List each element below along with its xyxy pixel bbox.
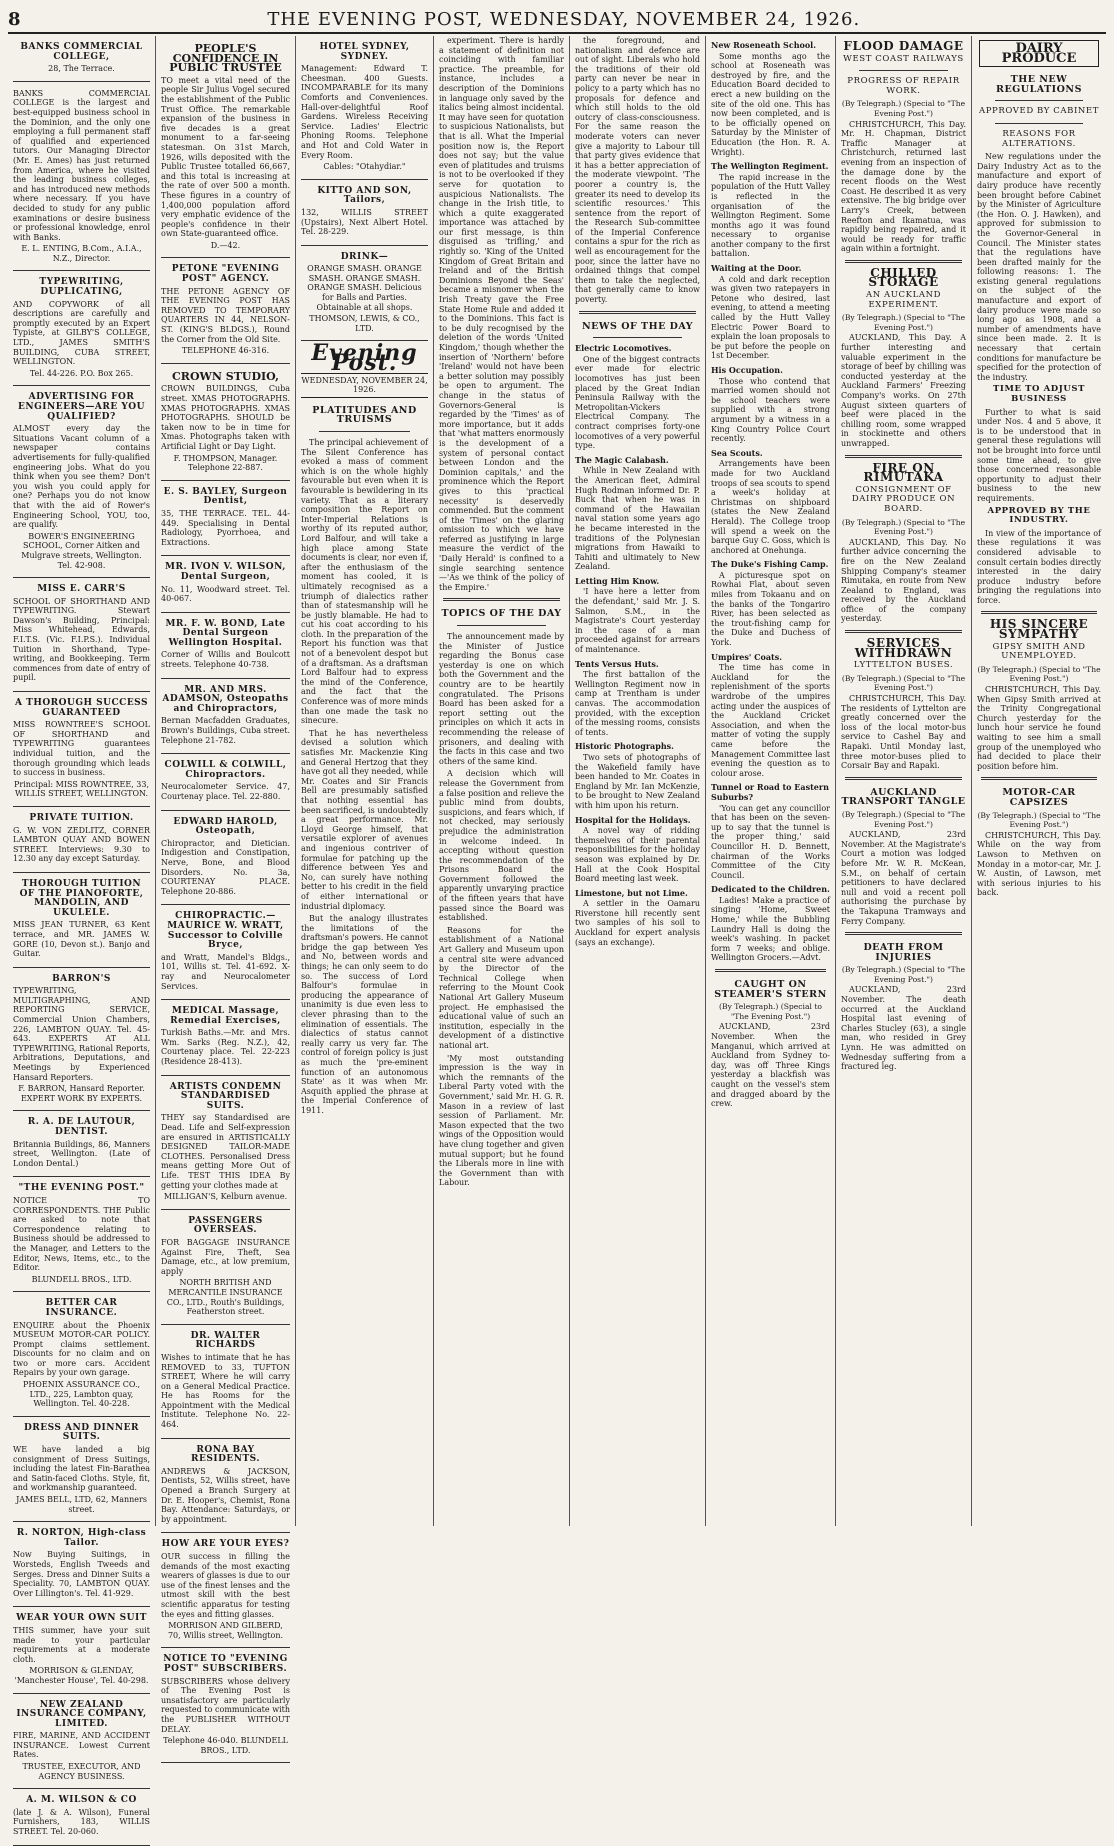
ad-text: FIRE, MARINE, AND ACCIDENT INSURANCE. Lowest Current Rates. [13, 1731, 150, 1760]
ad-dr-richards [161, 1325, 290, 1439]
divider [319, 431, 410, 432]
news-item-title: Historic Photographs. [575, 741, 674, 752]
ad-title: A. M. WILSON & CO [26, 1795, 137, 1806]
news-continued [711, 41, 830, 963]
divider [995, 100, 1083, 101]
tangle-body [841, 830, 966, 926]
approved-industry-text: In view of the importance of these regulations it was considered advisable to consult certain bodies directly interested in the dairy produce industry before bringing the regulations into force. [977, 528, 1101, 605]
ad-dentist-lautour [13, 1111, 150, 1177]
ad-banks-header [13, 36, 150, 82]
ad-title: BANKS COMMERCIAL COLLEGE, [20, 42, 143, 62]
column-8-dairy [972, 36, 1106, 1526]
news-item-title: Hospital for the Holidays. [575, 814, 691, 825]
ad-signature: F. BARRON, Hansard Reporter. EXPERT WORK BY EXPERTS. [18, 1084, 145, 1103]
injuries-body [841, 985, 966, 1071]
news-item-text: A cold and dark reception was given two ratepayers in Petone who desired, last evening, to attend a meeting called by the Hutt Valley Electric Power Board to explain the loan proposals to be put before the people on 1st December. [711, 274, 830, 361]
ad-title: CROWN STUDIO, [172, 369, 279, 383]
ad-wilson-dentist [161, 556, 290, 612]
sympathy-byline: (By Telegraph.) (Special to "The Evening Post.") [977, 664, 1101, 684]
divider [995, 123, 1083, 124]
news-item-text: One of the biggest contracts ever made for electric locomotives has just been placed by the Great Indian Peninsula Railway with the Metropolitan-Vickers Electrical Company. The contract comprises forty-one locomotives of a very powerful type. [575, 354, 700, 451]
capsizes-headline: MOTOR-CAR CAPSIZES [1002, 787, 1076, 808]
ad-title: PRIVATE TUITION. [29, 812, 134, 823]
ad-rowntree [13, 692, 150, 807]
news-item-text: The first battalion of the Wellington Regiment now in camp at Trentham is under canvas. The accommodation provided, with the exception of the messing rooms, consists of tents. [575, 670, 700, 737]
news-item-text: 'You can get any councillor that has been on the seven-up to say that the tunnel is the proper thing,' said Councillor H. D. Bennett, chairman of the Works Committee of the City Council. [711, 803, 830, 880]
news-headline: NEWS OF THE DAY [581, 320, 694, 332]
ad-text: G. W. VON ZEDLITZ, CORNER LAMBTON QUAY AND BOWEN STREET. Interviews: 9.30 to 12.30 any day except Saturday. [13, 825, 150, 864]
ad-signature: Telephone 46-040. BLUNDELL BROS., LTD. [163, 1736, 288, 1755]
editorial-dateline: WEDNESDAY, NOVEMBER 24, 1926. [301, 373, 428, 398]
sympathy-headline: HIS SINCERE SYMPATHY [989, 617, 1089, 642]
chilled-byline: (By Telegraph.) (Special to "The Evening Post.") [841, 313, 966, 332]
ad-carr-school [13, 578, 150, 692]
chilled-body [841, 333, 966, 448]
ad-text: Bernan Macfadden Graduates, Brown's Buildings, Cuba street. Telephone 21-782. [161, 716, 290, 745]
dairy-subhead: THE NEW REGULATIONS [996, 74, 1082, 95]
ad-barrons [13, 968, 150, 1112]
divider [845, 455, 962, 458]
ad-public-trustee [161, 36, 290, 258]
ad-signature: NORTH BRITISH AND MERCANTILE INSURANCE CO., LTD., Routh's Buildings, Featherston street. [166, 1278, 285, 1317]
ad-bayley-dentist [161, 481, 290, 557]
news-item-text: A novel way of ridding themselves of their parental responsibilities for the holiday season was explained by Dr. Hall at the Cook Hospital Board meeting last week. [575, 826, 700, 884]
divider [845, 932, 962, 935]
divider [593, 337, 682, 338]
ad-text: Neurocalometer Service. 47, Courtenay place. Tel. 22-880. [161, 782, 290, 801]
sympathy-text: CHRISTCHURCH, This Day. When Gipsy Smith arrived at the Trinity Congregational Church yesterday for the lunch hour service he found waiting to see him a small group of the unemployed who had decided to place their position before him. [977, 685, 1101, 771]
news-item-text: Ladies! Make a practice of singing 'Home, Sweet Home,' while the Bubbling Laundry Hall is doing the week's washing. In packet form 7 weeks; and oblige. Wellington Grocers.—Advt. [711, 895, 830, 963]
topics-paragraph: The announcement made by the Minister of Justice regarding the Bonus case yesterday is one on which both the Government and the country are to be heartily congratulated. The Prisons Board has been asked for a report setting out the principles on which it acts in recommending the release of prisoners, and dealing with the facts in this case and two others of the same kind. [439, 632, 564, 766]
ad-funeral-wilson [13, 1789, 150, 1845]
ad-chiropractic [161, 905, 290, 1000]
flood-headline: FLOOD DAMAGE [843, 39, 964, 53]
ad-kitto [301, 180, 428, 246]
ad-bond-dentist [161, 613, 290, 679]
flood-body [841, 120, 966, 254]
chilled-subhead: AN AUCKLAND EXPERIMENT. [865, 290, 942, 310]
ad-orange-smash [301, 246, 428, 342]
ad-notice-correspondents [13, 1177, 150, 1292]
ad-title: DRINK— [340, 251, 389, 262]
ad-signature: MORRISON & GLENDAY, 'Manchester House', Tel. 40-298. [14, 1666, 149, 1685]
news-item-title: Umpires' Coats. [711, 651, 782, 662]
divider [579, 311, 696, 314]
ad-text: ANDREWS & JACKSON, Dentists, 52, Willis street, have Opened a Branch Surgery at Dr. E. Hooper's, Chemist, Rona Bay. Attendance: Saturdays, or by appointment. [161, 1466, 290, 1524]
masthead [8, 6, 1106, 34]
ad-title: MR. IVON V. WILSON, Dental Surgeon, [165, 562, 286, 582]
flood-byline: (By Telegraph.) (Special to "The Evening Post.") [841, 99, 966, 118]
ad-text: Britannia Buildings, 86, Manners street, Wellington. (Late of London Dental.) [13, 1139, 150, 1168]
page-columns [8, 36, 1106, 1837]
ad-adamson [161, 679, 290, 755]
fire-body [841, 538, 966, 624]
capsizes-body [977, 831, 1101, 898]
ad-title: R. NORTON, High-class Tailor. [16, 1528, 147, 1548]
news-item-title: Waiting at the Door. [711, 263, 802, 274]
ad-dress-suits [13, 1417, 150, 1522]
chilled-text: AUCKLAND, This Day. A further interesting and valuable experiment in the storage of beef by chilling was conducted yesterday at the Auckland Farmers' Freezing Company's works. On 27th August sixteen quarters of beef were placed in the chilling room, some wrapped in stockinette and others unwrapped. [841, 333, 966, 448]
ad-rona-bay [161, 1439, 290, 1534]
news-item-text: Some months ago the school at Roseneath was destroyed by fire, and the Education Board decided to erect a new building on the site of the old one. This has now been completed, and is to be officially opened on Saturday by the Minister of Education (the Hon. R. A. Wright). [711, 51, 830, 157]
dairy-subhead-3: REASONS FOR ALTERATIONS. [1002, 128, 1076, 149]
news-item-title: Dedicated to the Children. [711, 884, 830, 895]
column-2-classifieds [156, 36, 296, 1755]
ad-text: TO meet a vital need of the people Sir Julius Vogel secured the establishment of the Public Trust Office. The remarkable expansion of the business in five decades is a great monument to a far-seeing statesman. On 31st March, 1926, wills deposited with the Public Trustee totalled 66,667, and this total is increasing at the rate of over 500 a month. These figures in a country of 1,400,000 population afford very emphatic evidence of the people's confidence in their own State-guaranteed office. [161, 75, 290, 239]
ad-text: THE PETONE AGENCY OF THE EVENING POST HAS REMOVED TO TEMPORARY QUARTERS IN 44, NELSON-ST. (KING'S BLDGS.), Round the Corner from the Old Site. [161, 286, 290, 344]
ad-signature: D.—42. [210, 240, 241, 250]
news-item-title: Letting Him Know. [575, 575, 660, 586]
ad-car-insurance [13, 1292, 150, 1417]
flood-subhead: WEST COAST RAILWAYS [843, 53, 964, 64]
column-1-classifieds [8, 36, 156, 1837]
tangle-text: AUCKLAND, 23rd November. At the Magistrate's Court a motion was lodged before Mr. W. R. McKean, S.M., on behalf of certain petitioners to have declared null and void a recent poll authorising the purchase by the Takapuna Tramways and Ferry Company. [841, 830, 966, 926]
ad-title: HOW ARE YOUR EYES? [161, 1539, 290, 1550]
dairy-produce-headline: DAIRY PRODUCE [979, 40, 1099, 67]
ad-norton-tailor [13, 1522, 150, 1607]
ad-own-suit [13, 1607, 150, 1693]
news-item-text: While in New Zealand with the American fleet, Admiral Hugh Rodman informed Dr. P. Buck that when he was in command of the Hawaiian naval station some years ago he became interested in the traditions of the Polynesian migrations from Hawaiki to Tahiti and ultimately to New Zealand. [575, 466, 700, 572]
ad-text: ORANGE SMASH. ORANGE SMASH. ORANGE SMASH. ORANGE SMASH. Delicious for Balls and Parties. Obtainable at all shops. [307, 264, 422, 312]
ad-signature: TELEPHONE 46-316. [181, 346, 270, 356]
capsizes-text: CHRISTCHURCH, This Day. While on the way from Lawson to Methven on Monday in a motor-car, Mr. J. W. Austin, of Lawson, met with serious injuries to his back. [977, 830, 1101, 898]
ad-title: R. A. DE LAUTOUR, DENTIST. [27, 1117, 136, 1137]
editorial-paragraph: The principal achievement of The Silent Conference has evoked a mass of comment which is on the whole highly favourable but even when it is favourable is bewildering in its variety. That as a literary composition the Report on Inter-Imperial Relations is worthy of its reputed author, Lord Balfour, and will take a high place among State documents is clear, nor even if, after the enthusiasm of the moment has cooled, it is ultimately recognised as a triumph of dialectics rather than of statesmanship will he be justly blamable. He had to cut his coat according to his cloth. In the preparation of the Report his function was that not of a benevolent despot but of a draftsman. As a draftsman Lord Balfour had to express the mind of the Conference, and the fact that the Conference was of more minds than one made the task no sinecure. [301, 438, 428, 726]
approved-industry-body [977, 529, 1101, 606]
divider [981, 611, 1097, 614]
dairy-subhead-2: APPROVED BY CABINET [978, 106, 1100, 117]
ad-text: SCHOOL OF SHORTHAND AND TYPEWRITING. Stewart Dawson's Building, Principal: Miss Whitehead, Edwards, F.I.T.S. (Vic. F.I.P.S.). Individual Tuition in Shorthand, Type-writing, and Bookkeeping. Term commences from date of entry of pupil. [13, 596, 150, 683]
topics-continued [575, 36, 700, 305]
ad-title: CHIROPRACTIC.—MAURICE W. WRATT, Successor to Colville Bryce, [167, 911, 284, 951]
injuries-text: AUCKLAND, 23rd November. The death occurred at the Auckland Hospital last evening of Charles Stucley (63), a single man, who resided in Grey Lynn. He was admitted on Wednesday suffering from a fractured leg. [841, 985, 966, 1072]
ad-text: Wishes to intimate that he has REMOVED to 33, TUFTON STREET, Where he will carry on a General Medical Practice. He has Rooms for the Appointment with the Medical Institute. Telephone No. 22-464. [161, 1352, 290, 1430]
services-byline: (By Telegraph.) (Special to "The Evening Post.") [841, 673, 966, 693]
news-item-text: A picturesque spot on Rowhai Flat, about seven miles from Tokaanu and on the banks of the Tongariro River, has been selected as the trout-fishing camp for the Duke and Duchess of York. [711, 570, 830, 648]
injuries-byline: (By Telegraph.) (Special to "The Evening Post.") [841, 965, 966, 984]
column-3-editorial [296, 36, 434, 1526]
ad-title: TYPEWRITING, DUPLICATING, [39, 277, 124, 298]
ad-text: and Wratt, Mandel's Bldgs., 101, Willis st. Tel. 41-692. X-ray and Neurocalometer Services. [161, 952, 290, 991]
ad-medical-massage [161, 1000, 290, 1076]
tangle-byline: (By Telegraph.) (Special to "The Evening Post.") [841, 809, 966, 829]
caught-headline: CAUGHT ON STEAMER'S STERN [714, 979, 827, 1000]
news-item-title: Limestone, but not Lime. [575, 887, 688, 898]
ad-address: Tel. 44-226. P.O. Box 265. [29, 368, 134, 378]
ad-title: MR. F. W. BOND, Late Dental Surgeon Wellington Hospital. [165, 618, 286, 648]
injuries-headline: DEATH FROM INJURIES [863, 942, 944, 963]
fire-headline: FIRE ON RIMUTAKA [863, 460, 944, 485]
ad-title: A THOROUGH SUCCESS GUARANTEED [15, 698, 148, 718]
ad-signature: Cables: "Otahydiar." [323, 162, 406, 172]
ad-title: MEDICAL Massage, Remedial Exercises, [170, 1006, 281, 1026]
sympathy-body [977, 685, 1101, 771]
sympathy-subhead: GIPSY SMITH AND UNEMPLOYED. [992, 641, 1086, 662]
ad-title: DR. WALTER RICHARDS [190, 1330, 261, 1351]
services-headline: SERVICES WITHDRAWN [854, 636, 953, 660]
ad-harold-osteopath [161, 811, 290, 906]
fire-text: AUCKLAND, This Day. No further advice concerning the fire on the New Zealand Shipping Company's steamer Rimutaka, en route from New Zealand to England, was received by the Auckland office of the company yesterday. [841, 537, 966, 624]
column-5-news [570, 36, 706, 1526]
editorial-body [301, 438, 428, 1116]
dairy-body [977, 152, 1101, 382]
capsizes-byline: (By Telegraph.) (Special to "The Evening Post.") [977, 810, 1101, 830]
column-4 [434, 36, 570, 1526]
topics-paragraph: 'My most outstanding impression is the way in which the remnants of the Liberal Party voted with the Government,' said Mr. H. G. R. Mason in a review of last session of Parliament. Mr. Mason expected that the two wings of the Opposition would have clung together and given mutual support; but he found the Liberals more in line with the Government than with Labour. [439, 1053, 564, 1188]
services-text: CHRISTCHURCH, This Day. The residents of Lyttelton are greatly concerned over the loss of the local motor-bus service to Cashel Bay and Rapaki. Until Monday last, three motor-buses plied to Corsair Bay and Rapaki. [841, 694, 966, 771]
ad-engineers [13, 386, 150, 578]
ad-colwill [161, 754, 290, 810]
ad-title: PETONE "EVENING POST" AGENCY. [171, 264, 280, 285]
ad-petone-agency [161, 258, 290, 363]
news-item-text: Arrangements have been made for two Auckland troops of sea scouts to spend a week's holiday at Christmas on shipboard (states the New Zealand Herald). The College troop will spend a week on the barque Guy C. Goss, which is anchored at Onehunga. [711, 459, 830, 555]
ad-nz-insurance [13, 1694, 150, 1790]
ad-title: ARTISTS CONDEMN STANDARDISED SUITS. [169, 1081, 282, 1111]
news-body [575, 344, 700, 947]
editorial-paragraph: That he has nevertheless devised a solution which satisfies Mr. Mackenzie King and General Hertzog that they have got all they needed, while Mr. Coates and Sir Francis Bell are presumably satisfied that nothing essential has been sacrificed, is undoubtedly a great performance. Mr. Lloyd George himself, that versatile explorer of avenues and ingenious contriver of formulae for patching up the difference between Yes and No, can surely have nothing better to his credit in the field of either international or industrial diplomacy. [301, 728, 428, 911]
ad-subscribers-notice [161, 1648, 290, 1763]
ad-text: THIS summer, have your suit made to your particular requirements at a moderate cloth. [13, 1625, 150, 1664]
time-adjust-text: Further to what is said under Nos. 4 and 5 above, it is to be understood that in general these regulations will not be brought into force until some time ahead, to give those concerned reasonable opportunity to adjust their business to the new requirements. [977, 407, 1101, 503]
news-item-title: The Duke's Fishing Camp. [711, 559, 829, 570]
flood-text: CHRISTCHURCH, This Day. Mr. H. Chapman, District Traffic Manager at Christchurch, returned last evening from an inspection of the damage done by the recent floods on the West Coast. He described it as very extensive. The big bridge over Larry's Creek, between Reefton and Ikamatua, was rapidly being repaired, and it would be ready for traffic again within a fortnight. [841, 119, 966, 254]
ad-text: THEY say Standardised are Dead. Life and Self-expression are ensured in ARTISTICALLY DESIGNED TAILOR-MADE CLOTHES. Personalised Dress means getting More Out of Life. TEST THIS IDEA By getting your clothes made at [161, 1113, 290, 1190]
ad-text: MISS JEAN TURNER, 63 Kent terrace, and MR. JAMES W. GORE (10, Devon st.). Banjo and Guitar. [13, 920, 150, 959]
ad-title: MISS E. CARR'S [37, 584, 126, 595]
evening-post-logo: Evening Post. [311, 340, 418, 377]
ad-text: ALMOST every day the Situations Vacant column of a newspaper contains advertisements for fully-qualified engineering jobs. What do you think when you see them? Don't you wish you could apply for one? Perhaps you do not know that with the aid of Rower's Engineering School, YOU, too, are qualify. [13, 424, 150, 530]
ad-title: DRESS AND DINNER SUITS. [23, 1422, 140, 1443]
ad-crown-studio [161, 364, 290, 481]
ad-signature: BLUNDELL BROS., LTD. [31, 1274, 132, 1284]
topics-paragraph: the foreground, and nationalism and defence are out of sight. Liberals who hold the traditions of their old party can never be near in policy to a party which has no proposals for defence and which still holds to the old outcry of class-consciousness. For the same reason the moderate voters can never give a majority to Labour till that party gives evidence that it has a better appreciation of the moderate viewpoint. 'The poorer a country is, the greater its need to develop its scientific resources.' This sentence from the report of the Research Sub-committee of the Imperial Conference contains a spur for the rich as well as encouragement for the poor, since the latter have no ordained things that compel them to take the neglected, that generally came to know poverty. [575, 36, 700, 305]
ad-text: Turkish Baths.—Mr. and Mrs. Wm. Sarks (Reg. N.Z.), 42, Courtenay place. Tel. 22-223 (Residence 28-413). [161, 1028, 290, 1067]
chilled-headline: CHILLED STORAGE [868, 265, 939, 290]
ad-private-tuition [13, 807, 150, 873]
news-item-title: His Occupation. [711, 365, 783, 375]
ad-signature: TRUSTEE, EXECUTOR, AND AGENCY BUSINESS. [22, 1762, 141, 1781]
ad-passengers [161, 1210, 290, 1325]
ad-signature: BOWER'S ENGINEERING SCHOOL, Corner Aitken and Mulgrave streets, Wellington. Tel. 42-908. [21, 531, 142, 570]
ad-address: 28, The Terrace. [48, 64, 115, 74]
news-item-text: A settler in the Oamaru Riverstone hill recently sent two samples of his soil to Auckland for expert analysis (says an exchange). [575, 899, 700, 947]
editorial-headline: PLATITUDES AND TRUISMS [312, 404, 417, 426]
news-item-title: New Roseneath School. [711, 40, 816, 50]
ad-signature: MILLIGAN'S, Kelburn avenue. [163, 1192, 288, 1202]
caught-body [711, 1022, 830, 1108]
page-number: 8 [8, 8, 22, 30]
caught-text: AUCKLAND, 23rd November. When the Manganui, which arrived at Auckland from Sydney to-day, was off Three Kings yesterday a blackfish was caught on the vessel's stem and dragged aboard by the crew. [711, 1022, 830, 1109]
ad-title: "THE EVENING POST." [18, 1183, 145, 1194]
ad-text: Management: Edward T. Cheesman. 400 Guests. INCOMPARABLE for its many Comforts and Conveniences. Hall-over-delightful Roof Gardens. Wireless Receiving Service. Ladies' Electric Phoning Rooms. Telephone and Hot and Cold Water in Every Room. [301, 64, 428, 160]
ad-signature: F. THOMPSON, Manager. Telephone 22-887. [173, 453, 278, 473]
dairy-text: New regulations under the Dairy Industry Act as to the manufacture and export of dairy produce have recently been brought before Cabinet by the Minister of Agriculture (the Hon. O. J. Hawken), and approved for submission to the Governor-General in Council. The Minister states that the regulations have been drafted mainly for the following reasons: 1. The existing general regulations on the subject of the manufacture and export of dairy produce were made so long ago as 1908, and a number of amendments have since been made. 2. It is necessary that certain conditions for manufacture be specified for the protection of the industry. [977, 152, 1101, 382]
divider [845, 260, 962, 263]
ad-signature: JAMES BELL, LTD, 62, Manners street. [16, 1495, 147, 1514]
ad-title: BETTER CAR INSURANCE. [45, 1298, 118, 1318]
ad-text: Corner of Willis and Boulcott streets. Telephone 40-738. [161, 650, 290, 670]
ad-title: WEAR YOUR OWN SUIT [16, 1613, 147, 1624]
ad-text: SUBSCRIBERS whose delivery of The Evening Post is unsatisfactory are particularly requested to communicate with the PUBLISHER WITHOUT DELAY. [161, 1676, 290, 1734]
ad-title: EDWARD HAROLD, Osteopath, [173, 816, 278, 837]
news-item-title: The Wellington Regiment. [711, 161, 829, 172]
ad-text: AND COPYWORK of all descriptions are carefully and promptly executed by an Expert Typiste, at GILBY'S COLLEGE, LTD., JAMES SMITH'S BUILDING, CUBA STREET, WELLINGTON. [13, 299, 150, 367]
news-item-title: The Magic Calabash. [575, 454, 669, 465]
ad-signature: E. L. ENTING, B.Com., A.I.A., N.Z., Director. [21, 244, 142, 263]
divider [981, 777, 1097, 780]
news-item-text: Those who contend that married women should not be school teachers were supplied with a strong argument by a witness in a King Country Police Court recently. [711, 376, 830, 444]
news-item-title: Sea Scouts. [711, 447, 763, 458]
divider [715, 969, 826, 972]
news-item-text: 'I have here a letter from the defendant,' said Mr. J. S. Salmon, S.M., in the Magistrate's Court yesterday in the case of a man proceeded against for arrears of maintenance. [575, 587, 700, 655]
ad-title: NEW ZEALAND INSURANCE COMPANY, LIMITED. [16, 1699, 147, 1729]
topics-paragraph: Reasons for the establishment of a National Art Gallery and Museum upon a central site were advanced by the Director of the Technical College when referring to the Mount Cook National Art Gallery Museum project. He emphasised the educational value of such an institution, especially in the development of a distinctive national art. [439, 925, 564, 1050]
divider [845, 630, 962, 633]
ad-signature: PHOENIX ASSURANCE CO., LTD., 225, Lambton quay, Wellington. Tel. 40-228. [22, 1380, 141, 1409]
approved-industry-headline: APPROVED BY THE INDUSTRY. [987, 505, 1091, 526]
ad-text: ENQUIRE about the Phoenix MUSEUM MOTOR-CAR POLICY. Prompt claims settlement. Discounts for no claim and on two or more cars. Accident Repairs by your own garage. [13, 1320, 150, 1378]
ad-title: PEOPLE'S CONFIDENCE IN PUBLIC TRUSTEE [169, 42, 282, 75]
ad-typewriting [13, 271, 150, 386]
topics-paragraph: A decision which will release the Government from a false position and relieve the public mind from doubts, suspicions, and fears which, if not checked, may seriously prejudice the administration in welcome indeed. In accepting without question the recommendation of the Prisons Board the Government followed the apparently unvarying practice of the fifteen years that have passed since the Board was established. [439, 769, 564, 923]
news-item-text: The time has come in Auckland for the replenishment of the sports wardrobe of the umpires acting under the auspices of the Auckland Cricket Association, and when the matter of voting the supply came before the Management Committee last evening the question as to colour arose. [711, 663, 830, 778]
divider [457, 625, 546, 626]
ad-text: 132, WILLIS STREET (Upstairs), Next Albert Hotel. Tel. 28-229. [301, 207, 428, 237]
fire-byline: (By Telegraph.) (Special to "The Evening Post.") [841, 517, 966, 537]
ad-text: OUR success in filling the demands of the most exacting wearers of glasses is due to our use of the finest lenses and the utmost skill with the best scientific apparatus for testing the eyes and fitting glasses. [161, 1552, 290, 1619]
fire-subhead: CONSIGNMENT OF DAIRY PRODUCE ON BOARD. [851, 484, 956, 514]
ad-text: MISS ROWNTREE'S SCHOOL OF SHORTHAND and TYPEWRITING guarantees individual tuition, and the thorough grounding which leads to success in business. [13, 720, 150, 778]
news-item-title: Tunnel or Road to Eastern Suburbs? [711, 782, 829, 802]
ad-eyes [161, 1533, 290, 1648]
ad-text: TYPEWRITING, MULTIGRAPHING, AND REPORTING SERVICE, Commercial Union Chambers, 226, LAMBTON QUAY. Tel. 45-643. EXPERTS AT ALL TYPEWRITING, Rational Reports, Arbitrations, Deputations, and Meetings by Experienced Hansard Reporters. [13, 986, 150, 1082]
newspaper-title: THE EVENING POST, WEDNESDAY, NOVEMBER 24, 1926. [267, 8, 861, 30]
ad-title: COLWILL & COLWILL, Chiropractors. [164, 760, 287, 780]
ad-signature: THOMSON, LEWIS, & CO., LTD. [309, 314, 420, 333]
services-subhead: LYTTELTON BUSES. [853, 660, 954, 671]
tangle-headline: AUCKLAND TRANSPORT TANGLE [841, 786, 966, 808]
divider [859, 70, 948, 71]
ad-banks-college [13, 82, 150, 272]
divider [845, 777, 962, 780]
time-adjust-body [977, 408, 1101, 504]
ad-text: FOR BAGGAGE INSURANCE Against Fire, Theft, Sea Damage, etc., at low premium, apply [161, 1237, 290, 1276]
topics-headline: TOPICS OF THE DAY [441, 608, 562, 620]
ad-title: RONA BAY RESIDENTS. [191, 1444, 260, 1465]
ad-signature: Principal: MISS ROWNTREE, 33, WILLIS STREET, WELLINGTON. [13, 779, 149, 799]
ad-text: No. 11, Woodward street. Tel. 40-067. [161, 584, 290, 604]
ad-text: Now Buying Suitings, in Worsteds, English Tweeds and Serges. Dress and Dinner Suits a Speciality. 70, LAMBTON QUAY. Over Lillington's. Tel. 41-929. [13, 1550, 150, 1598]
ad-text: WE have landed a big consignment of Dress Suitings, including the latest Fin-Barathea and Satin-faced Cloths. Style, fit, and workmanship guaranteed. [13, 1445, 150, 1493]
news-item-title: Tents Versus Huts. [575, 658, 659, 669]
ad-text: (late J. & A. Wilson), Funeral Furnishers, 183, WILLIS STREET. Tel. 20-060. [13, 1807, 150, 1837]
ad-text: CROWN BUILDINGS, Cuba street. XMAS PHOTOGRAPHS. XMAS PHOTOGRAPHS. XMAS PHOTOGRAPHS. SHOULD be taken now to be in time for Xmas. Photographs taken with Artificial Light or Day Light. [161, 384, 290, 451]
ad-title: BARRON'S [52, 973, 111, 984]
ad-title: ADVERTISING FOR ENGINEERS—ARE YOU QUALIFIED? [18, 392, 145, 422]
column-6-news [706, 36, 836, 1526]
ad-hotel-sydney [301, 36, 428, 180]
ad-signature: MORRISON AND GILBERD, 70, Willis street, Wellington. [167, 1621, 284, 1640]
news-item-text: Two sets of photographs of the Wakefield family have been handed to Mr. Coates in England by Mr. Ian McKenzie, to be brought to New Zealand with him upon his return. [575, 752, 700, 810]
ad-text: BANKS COMMERCIAL COLLEGE is the largest and best-equipped business school in the Dominion, and the only one employing a full permanent staff of qualified and experienced tutors. Our Managing Director (Mr. E. Ames) has just returned from America, where he visited the leading business colleges, and has introduced new methods where necessary. If you have decided to study for any public examinations or desire business or professional knowledge, enrol with Banks. [13, 88, 150, 242]
news-item-text: The rapid increase in the population of the Hutt Valley is reflected in the organisation of the Wellington Regiment. Some months ago it was found necessary to organise another company to the first battalion. [711, 172, 830, 259]
caught-byline: (By Telegraph.) (Special to "The Evening Post.") [719, 1002, 822, 1021]
ad-text: NOTICE TO CORRESPONDENTS. THE Public are asked to note that Correspondence relating to Business should be addressed to the Manager, and Letters to the Editor, News, Items, etc., to the Editor. [13, 1195, 150, 1273]
ad-title: KITTO AND SON, Tailors, [317, 185, 412, 206]
divider [443, 598, 560, 601]
ad-title: PASSENGERS OVERSEAS. [188, 1215, 263, 1236]
editorial-continued [439, 36, 564, 592]
topics-body [439, 632, 564, 1188]
column-7-telegraph [836, 36, 972, 1526]
editorial-paragraph: experiment. There is hardly a statement of definition not coinciding with familiar practice. The preamble, for instance, includes a description of the Dominions in language only saved by the italics being almost incidental. It may have seen for quotation to suspicious Nationalists, but that is all. What the Imperial position now is, the Report does not say; but the value even of platitudes and truisms is not to be overlooked if they serve for quotation to auspicious Nationalists. The change in the Irish title, to which a quite exaggerated importance was attached by our first message, is thin disguised as 'trifling,' and rightly so. 'King of the United Kingdom of Great Britain and Ireland and of the British Dominions Beyond the Seas' became a misnomer when the Irish Treaty gave the Free State Home Rule and added it to the Dominions. This fact is to be duly recognised by the deletion of the words 'United Kingdom,' though whether the insertion of 'Northern' before 'Ireland' would not have been a better solution may possibly be open to argument. The change in the status of Governors-General is regarded by the 'Times' as of more importance, but it adds that 'what matters enormously is the development of a system of personal contact between London and the Dominion capitals,' and the prominence which the Report gives to this 'practical necessity' is deservedly commended. But the comment of the 'Times' on the glaring omission to which we have referred as justifying in large measure the verdict of the 'Daily Herald' is confined to a single searching sentence—'As we think of the policy of the Empire.' [439, 36, 564, 592]
editorial-paragraph: But the analogy illustrates the limitations of the draftsman's powers. He cannot bridge the gap between Yes and No, between words and things; he can only seem to do so. The success of Lord Balfour's formulae in producing the appearance of unanimity is due even less to clever phrasing than to the elimination of essentials. The dialectics of status cannot really carry us very far. The control of foreign policy is just as much the 'pre-eminent function of an autonomous State' as it was when Mr. Asquith applied the phrase at the Imperial Conference of 1911. [301, 914, 428, 1115]
time-adjust-headline: TIME TO ADJUST BUSINESS [992, 384, 1086, 404]
ad-pianoforte [13, 873, 150, 968]
flood-subhead-2: PROGRESS OF REPAIR WORK. [847, 76, 960, 96]
ad-title: E. S. BAYLEY, Surgeon Dentist, [163, 486, 288, 507]
news-item-title: Electric Locomotives. [575, 343, 672, 354]
ad-title: HOTEL SYDNEY, SYDNEY. [319, 42, 410, 62]
ad-milligans [161, 1076, 290, 1210]
ad-title: THOROUGH TUITION OF THE PIANOFORTE, MANDOLIN, AND UKULELE. [19, 878, 144, 918]
services-body [841, 694, 966, 771]
ad-text: Chiropractor, and Dietician. Indigestion and Constipation, Nerve, Bone, and Blood Disorders. No. 3a, COURTENAY PLACE. Telephone 20-886. [161, 838, 290, 896]
ad-title: MR. AND MRS. ADAMSON, Osteopaths and Chiropractors, [162, 684, 289, 714]
ad-text: 35, THE TERRACE. TEL. 44-449. Specialising in Dental Radiology, Pyorrhoea, and Extractions. [161, 508, 290, 547]
ad-title: NOTICE TO "EVENING POST" SUBSCRIBERS. [163, 1654, 288, 1674]
